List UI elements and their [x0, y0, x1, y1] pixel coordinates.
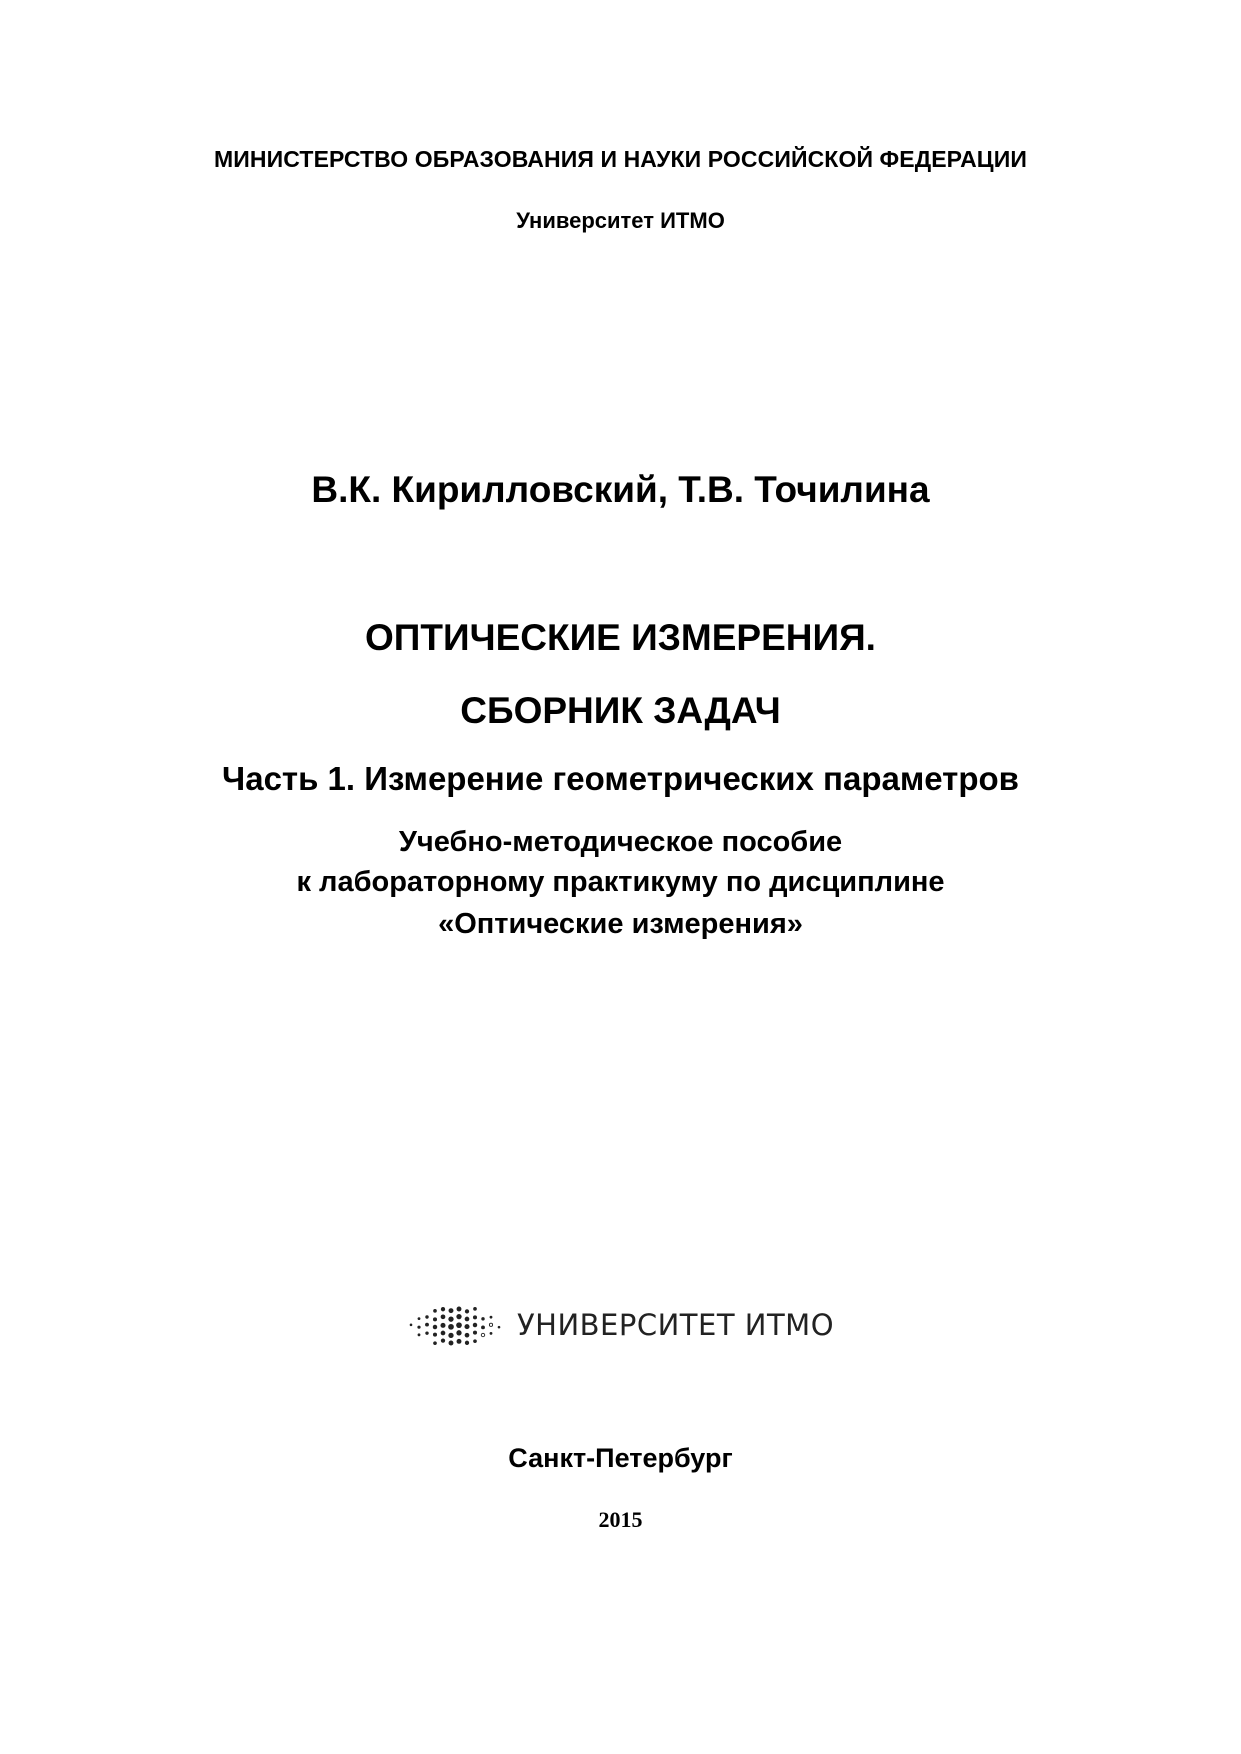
itmo-dots-logo-icon: [407, 1302, 503, 1348]
description-line-1: Учебно-методическое пособие: [398, 826, 843, 858]
year: 2015: [598, 1507, 643, 1532]
university-heading: Университет ИТМО: [516, 208, 725, 233]
description-line-3: «Оптические измерения»: [438, 908, 803, 940]
book-part-title: Часть 1. Измерение геометрических параметров: [222, 760, 1019, 797]
city: Санкт-Петербург: [508, 1443, 733, 1473]
logo-text: УНИВЕРСИТЕТ ИТМО: [516, 1307, 835, 1342]
description-line-2: к лабораторному практикуму по дисциплине: [296, 866, 945, 898]
book-title-line-1: ОПТИЧЕСКИЕ ИЗМЕРЕНИЯ.: [365, 617, 876, 658]
ministry-heading: МИНИСТЕРСТВО ОБРАЗОВАНИЯ И НАУКИ РОССИЙСКОЙ ФЕДЕРАЦИИ: [214, 146, 1027, 172]
book-title-line-2: СБОРНИК ЗАДАЧ: [460, 690, 781, 731]
authors: В.К. Кирилловский, Т.В. Точилина: [311, 469, 930, 510]
university-logo: [0, 1302, 1241, 1348]
